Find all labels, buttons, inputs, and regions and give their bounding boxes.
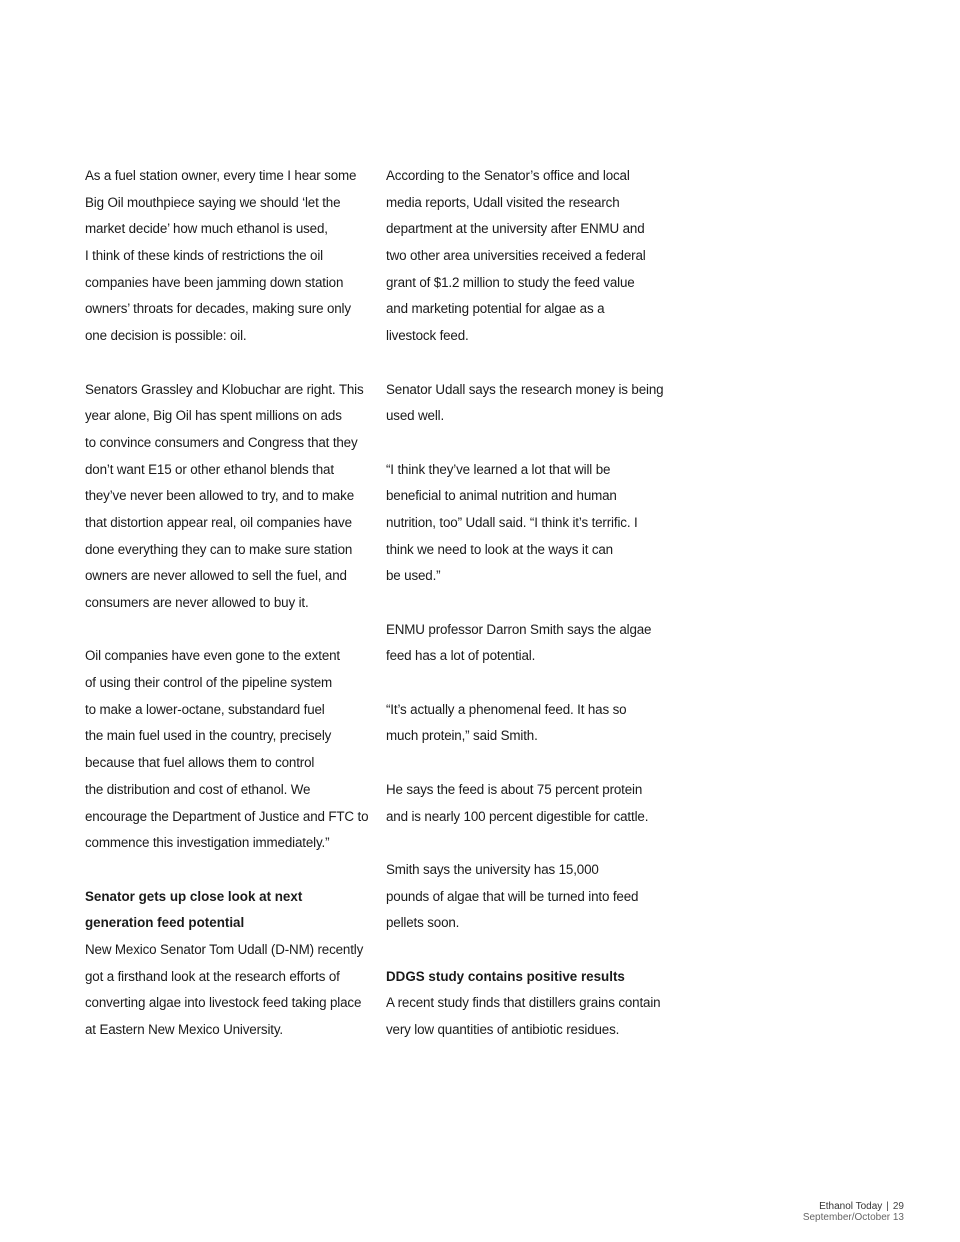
body-text-line: used well. <box>386 408 445 424</box>
paragraph-spacer <box>386 750 671 777</box>
paragraph-spacer <box>386 430 671 457</box>
body-text-line: market decide’ how much ethanol is used, <box>85 221 328 237</box>
footer-separator: | <box>886 1201 889 1212</box>
page-footer <box>803 1201 904 1223</box>
body-text-line: owners are never allowed to sell the fuel, and <box>85 568 347 584</box>
section-heading-line: DDGS study contains positive results <box>386 968 625 984</box>
body-text-line: don’t want E15 or other ethanol blends that <box>85 461 334 477</box>
body-text-line: livestock feed. <box>386 328 469 344</box>
body-text-line: that distortion appear real, oil companies have <box>85 514 352 530</box>
paragraph-spacer <box>386 937 671 964</box>
body-text-line: Senator Udall says the research money is being <box>386 381 664 397</box>
body-text-line: commence this investigation immediately.” <box>85 835 330 851</box>
body-text-line: two other area universities received a federal <box>386 248 646 264</box>
body-text-line: converting algae into livestock feed taking place <box>85 995 362 1011</box>
paragraph-spacer <box>386 350 671 377</box>
body-text-line: companies have been jamming down station <box>85 274 344 290</box>
body-text-line: to make a lower-octane, substandard fuel <box>85 701 325 717</box>
body-text-line: much protein,” said Smith. <box>386 728 538 744</box>
body-text-line: Smith says the university has 15,000 <box>386 861 599 877</box>
section-heading-line: Senator gets up close look at next <box>85 888 303 904</box>
body-text-line: media reports, Udall visited the research <box>386 194 620 210</box>
body-text-line: year alone, Big Oil has spent millions on ads <box>85 408 342 424</box>
article-column-right <box>386 163 671 1044</box>
footer-publication-line <box>803 1201 904 1212</box>
body-text-line: Oil companies have even gone to the extent <box>85 648 340 664</box>
body-text-line: Big Oil mouthpiece saying we should ‘let the <box>85 194 341 210</box>
body-text-line: nutrition, too” Udall said. “I think it’s terrific. I <box>386 514 638 530</box>
publication-name: Ethanol Today <box>819 1201 883 1212</box>
body-text-line: to convince consumers and Congress that they <box>85 434 358 450</box>
body-text-line: one decision is possible: oil. <box>85 328 247 344</box>
body-text-line: beneficial to animal nutrition and human <box>386 488 617 504</box>
body-text-line: pellets soon. <box>386 915 460 931</box>
body-text-line: because that fuel allows them to control <box>85 755 315 771</box>
paragraph-spacer <box>386 830 671 857</box>
body-text-line: He says the feed is about 75 percent protein <box>386 781 643 797</box>
paragraph-spacer <box>85 617 370 644</box>
body-text-line: very low quantities of antibiotic residues. <box>386 1022 620 1037</box>
body-text-line: owners’ throats for decades, making sure only <box>85 301 351 317</box>
body-text-line: at Eastern New Mexico University. <box>85 1022 283 1037</box>
body-text-line: As a fuel station owner, every time I hear some <box>85 168 357 183</box>
body-text-line: pounds of algae that will be turned into feed <box>386 888 639 904</box>
body-text-line: the main fuel used in the country, precisely <box>85 728 332 744</box>
body-text-line: consumers are never allowed to buy it. <box>85 595 309 610</box>
body-text-line: and is nearly 100 percent digestible for cattle. <box>386 808 649 824</box>
body-text-line: grant of $1.2 million to study the feed value <box>386 274 635 290</box>
body-text-line: feed has a lot of potential. <box>386 648 536 664</box>
body-text-line: Senators Grassley and Klobuchar are right. This <box>85 381 364 397</box>
paragraph-spacer <box>386 590 671 617</box>
body-text-line: According to the Senator’s office and local <box>386 168 630 183</box>
body-text-line: and marketing potential for algae as a <box>386 301 605 317</box>
body-text-line: A recent study finds that distillers grains contain <box>386 995 661 1011</box>
issue-date: September/October 13 <box>802 1212 904 1223</box>
body-text-line: the distribution and cost of ethanol. We <box>85 781 311 797</box>
body-text-line: of using their control of the pipeline system <box>85 675 333 691</box>
paragraph-spacer <box>85 857 370 884</box>
body-text-line: think we need to look at the ways it can <box>386 541 613 557</box>
body-text-line: department at the university after ENMU and <box>386 221 645 237</box>
body-text-line: they’ve never been allowed to try, and to make <box>85 488 355 504</box>
body-text-line: encourage the Department of Justice and FTC to <box>85 808 369 824</box>
body-text-line: ENMU professor Darron Smith says the algae <box>386 621 652 637</box>
paragraph-spacer <box>85 350 370 377</box>
body-text-line: “I think they’ve learned a lot that will be <box>386 461 611 477</box>
page-number: 29 <box>892 1201 904 1212</box>
body-text-line: “It’s actually a phenomenal feed. It has so <box>386 701 627 717</box>
body-text-line: got a firsthand look at the research efforts of <box>85 968 340 984</box>
section-heading-line: generation feed potential <box>85 915 245 931</box>
paragraph-spacer <box>386 670 671 697</box>
body-text-line: I think of these kinds of restrictions the oil <box>85 248 323 264</box>
body-text-line: New Mexico Senator Tom Udall (D-NM) recently <box>85 941 364 957</box>
article-column-left <box>85 163 370 1044</box>
body-text-line: be used.” <box>386 568 441 584</box>
body-text-line: done everything they can to make sure station <box>85 541 353 557</box>
